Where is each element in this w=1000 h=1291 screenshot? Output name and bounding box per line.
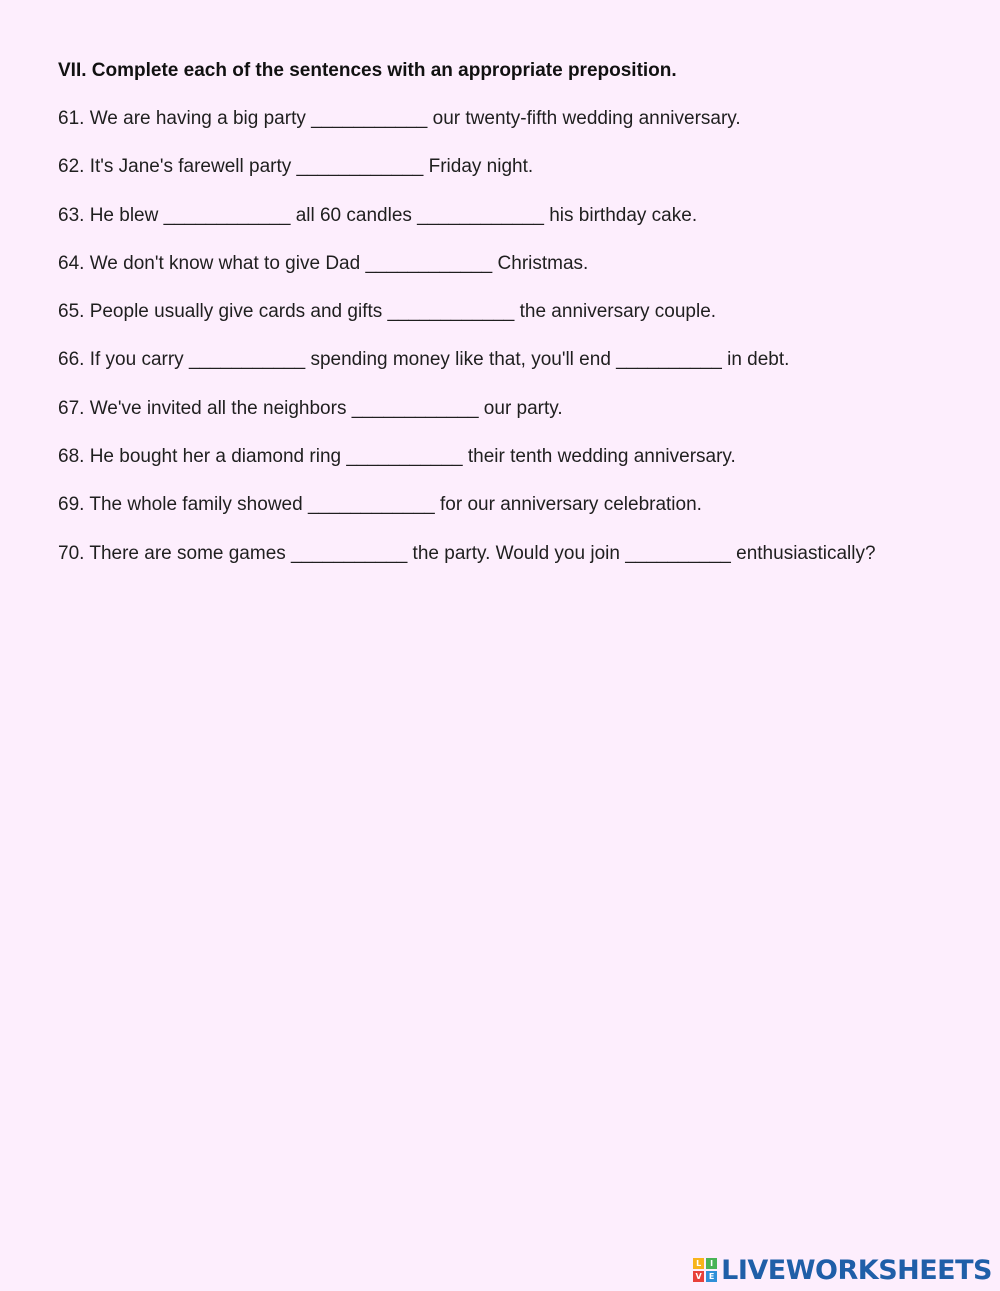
question-item [58,251,978,277]
question-text: 65. People usually give cards and gifts ____________ the anniversary couple. [58,301,717,323]
question-text: 61. We are having a big party ___________ our twenty-fifth wedding anniversary. [58,108,741,129]
question-item [58,541,978,567]
question-text: 70. There are some games ___________ the party. Would you join __________ enthusiastically? [58,542,876,564]
logo-letter-tile: E [706,1271,717,1282]
logo-letter-tile: V [693,1271,704,1282]
worksheet [58,58,978,589]
logo-letter-tile: I [706,1258,717,1269]
question-item [58,444,978,470]
question-item [58,347,978,373]
question-text: 62. It's Jane's farewell party ____________ Friday night. [58,156,534,178]
brand-name: LIVEWORKSHEETS [721,1254,992,1286]
liveworksheets-logo [693,1255,992,1285]
question-item [58,492,978,518]
question-text: 69. The whole family showed ____________ for our anniversary celebration. [58,494,702,516]
logo-icon [693,1258,717,1282]
question-item [58,203,978,229]
exercise-heading: VII. Complete each of the sentences with an appropriate preposition. [58,60,677,81]
question-item [58,396,978,422]
question-text: 67. We've invited all the neighbors ____________ our party. [58,397,563,419]
logo-letter-tile: L [693,1258,704,1269]
question-list [58,106,978,567]
question-text: 66. If you carry ___________ spending money like that, you'll end __________ in debt. [58,349,790,371]
question-item [58,154,978,180]
question-item [58,106,978,132]
question-text: 63. He blew ____________ all 60 candles ____________ his birthday cake. [58,204,698,226]
question-item [58,299,978,325]
question-text: 68. He bought her a diamond ring ___________ their tenth wedding anniversary. [58,446,736,468]
question-text: 64. We don't know what to give Dad ____________ Christmas. [58,252,589,274]
